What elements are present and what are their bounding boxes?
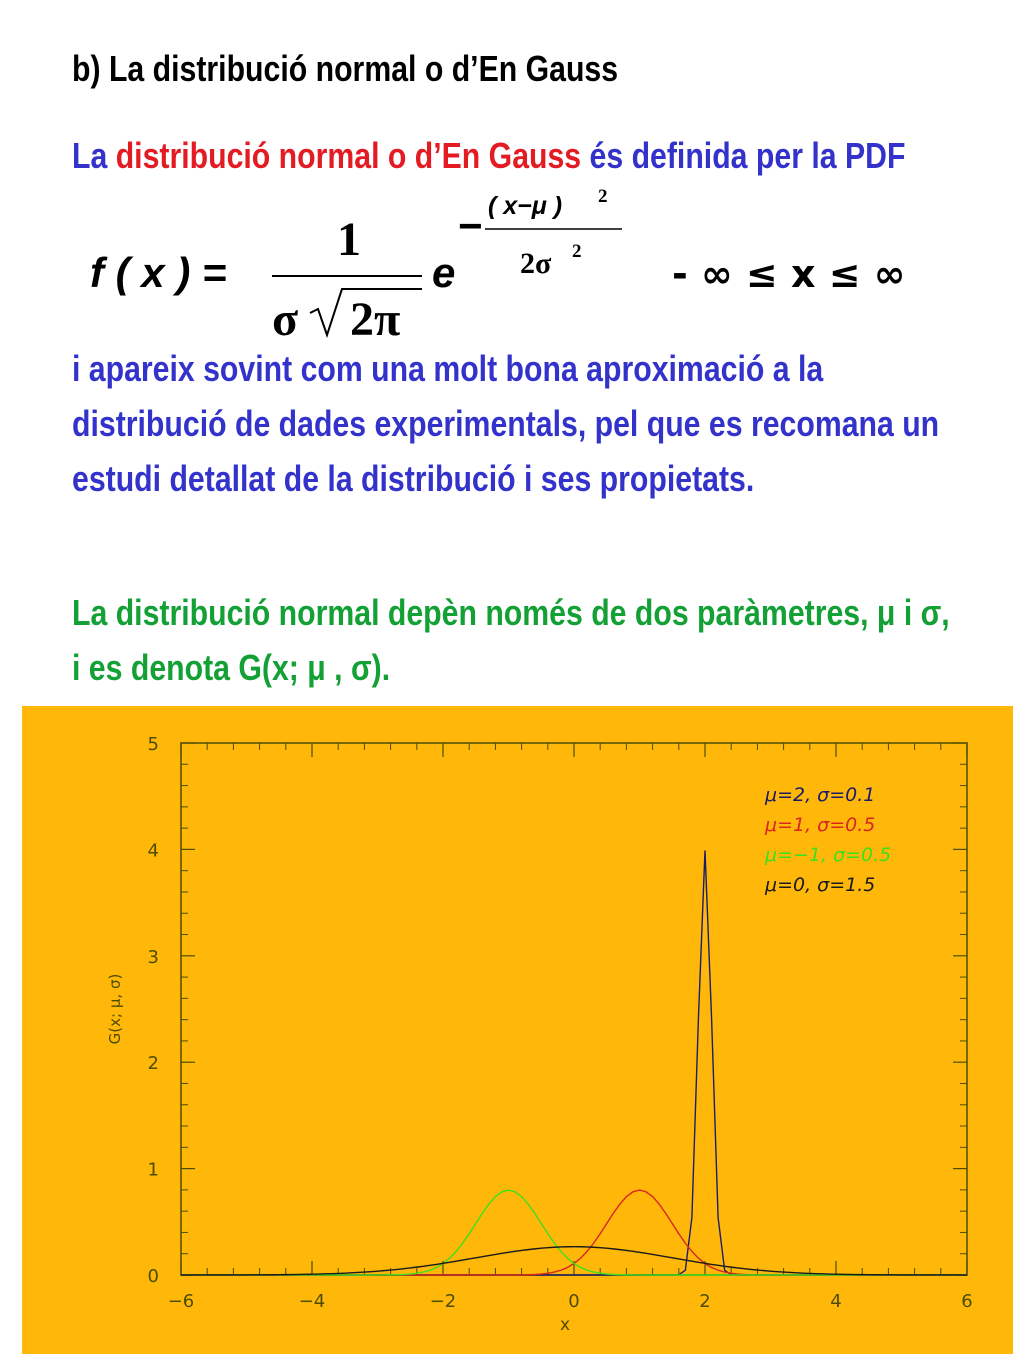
series-lines [181, 851, 967, 1275]
intro-text-start: La [72, 135, 116, 176]
y-tick-label: 4 [147, 840, 159, 862]
formula-e: e [432, 249, 456, 296]
gauss-pdf-formula [80, 185, 980, 355]
y-tick-label: 3 [147, 946, 159, 968]
formula-numerator: 1 [337, 213, 361, 266]
formula-lhs: f ( x ) = [90, 249, 227, 296]
intro-highlight: distribució normal o d’En Gauss [115, 135, 582, 176]
x-tick-label: −6 [167, 1291, 195, 1312]
x-tick-label: −2 [429, 1291, 457, 1312]
legend-entry: μ=1, σ=0.5 [765, 814, 876, 836]
series-line [181, 851, 967, 1275]
legend-entry: μ=0, σ=1.5 [765, 874, 876, 896]
x-tick-label: 4 [830, 1291, 842, 1312]
exponent-numerator-power: 2 [598, 186, 608, 207]
description-paragraph: i apareix sovint com una molt bona aproximació a la distribució de dades experimentals, pel que es recomana un estudi detallat de la distribució i ses propietats. [72, 348, 940, 499]
x-tick-label: 6 [961, 1291, 973, 1312]
y-axis-label: G(x; μ, σ) [106, 973, 124, 1045]
y-tick-label: 0 [147, 1266, 159, 1287]
legend-entry: μ=−1, σ=0.5 [765, 844, 892, 866]
chart-legend [764, 784, 891, 896]
gauss-chart [22, 706, 1013, 1354]
x-tick-label: 2 [699, 1291, 711, 1312]
formula-two-pi: 2π [350, 293, 401, 346]
intro-paragraph [72, 128, 962, 183]
exponent-denominator: 2σ [520, 247, 552, 280]
parameters-paragraph: La distribució normal depèn només de dos paràmetres, μ i σ, i es denota G(x; μ , σ). [72, 592, 950, 688]
x-tick-label: −4 [298, 1291, 326, 1312]
legend-entry: μ=2, σ=0.1 [765, 784, 876, 806]
x-tick-label: 0 [568, 1291, 580, 1312]
y-tick-label: 2 [147, 1053, 159, 1075]
exponent-numerator: ( x−μ ) [488, 192, 563, 220]
formula-sigma: σ [272, 293, 299, 346]
slide-heading: b) La distribució normal o d’En Gauss [72, 48, 619, 89]
formula-range: - ∞ ≤ x ≤ ∞ [672, 252, 906, 296]
exponent-minus: − [458, 202, 483, 249]
intro-text-end: és definida per la PDF [581, 135, 906, 176]
x-axis-label: x [559, 1315, 571, 1335]
y-tick-label: 5 [147, 734, 159, 755]
y-tick-label: 1 [147, 1159, 159, 1181]
gauss-chart-panel [22, 706, 1013, 1354]
exponent-denominator-power: 2 [572, 241, 582, 262]
